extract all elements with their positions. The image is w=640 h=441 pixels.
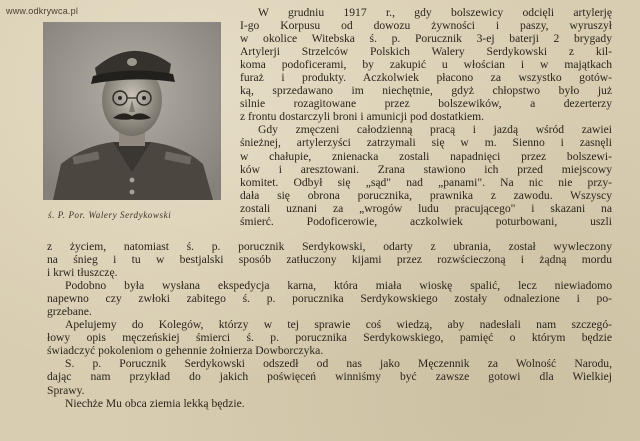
text-line: Sprawy. xyxy=(47,383,85,397)
text-line: grzebane. xyxy=(47,305,92,319)
text-line: S. p. Porucznik Serdykowski odszedł od nas jako Męczennik za Wolność Narodu, xyxy=(65,357,612,371)
right-column-text xyxy=(240,6,612,228)
portrait-photo xyxy=(43,22,221,200)
text-line: śnieżnej, artylerzyści zatrzymali się w m. Sienno i zasnęli xyxy=(240,136,612,150)
text-line: dała się obrona porucznika, prawnika z zawodu. Wszyscy xyxy=(240,188,612,202)
text-line: dając nam przykład do jakich poświęceń winniśmy być zawsze gotowi dla Wielkiej xyxy=(47,370,612,384)
text-line: i krwi tłuszczę. xyxy=(47,266,118,280)
full-width-text xyxy=(47,240,612,410)
text-line: na śnieg i tu w bestjalski sposób zatłuczony kijami przez rozwścieczoną i żądną mordu xyxy=(47,253,612,267)
text-line: furaż i produkty. Aczkolwiek płacono za wszystko gotów- xyxy=(240,71,612,85)
text-line: Artylerji Strzelców Polskich Walery Serdykowski z kil- xyxy=(240,45,612,59)
portrait-icon xyxy=(43,22,221,200)
text-line: napewno czy zwłoki zabitego ś. p. porucznika Serdykowskiego zostały odnalezione i po- xyxy=(47,292,612,306)
text-line: świadczyć pokoleniom o gehennie żołnierza Dowborczyka. xyxy=(47,344,324,358)
text-line: Apelujemy do Kolegów, którzy w tej sprawie coś wiedzą, aby nadesłali nam szczegó- xyxy=(65,318,612,332)
text-line: z frontu dostarczyli broni i amunicji pod dostatkiem. xyxy=(240,110,485,124)
text-line: w chałupie, znienacka zostali napadnięci przez bolszewi- xyxy=(240,149,612,163)
text-line: łowy opis męczeńskiej śmierci ś. p. porucznika Serdykowskiego, pamięć o którym będzie xyxy=(47,331,612,345)
watermark-url: www.odkrywca.pl xyxy=(6,6,79,16)
text-line: Niechże Mu obca ziemia lekką będzie. xyxy=(65,396,245,410)
photo-caption: ś. P. Por. Walery Serdykowski xyxy=(48,210,172,220)
text-line: w okolice Witebska ś. p. Porucznik 3-ej baterji 2 brygady xyxy=(240,32,612,46)
text-line: śmierć. Podoficerowie, aczkolwiek poturbowani, uszli xyxy=(240,214,612,228)
text-line: zostali uznani za „wrogów ludu pracującego" i skazani na xyxy=(240,201,612,215)
text-line: Gdy zmęczeni całodzienną pracą i jazdą wśród zawiei xyxy=(258,123,612,137)
text-line: komitet. Odbył się „sąd" nad „panami". Na nic nie przy- xyxy=(240,175,612,189)
text-line: silnie rozagitowane przez bolszewików, a dezerterzy xyxy=(240,97,612,111)
text-line: ków i aresztowani. Zrana stawiono ich przed miejscowy xyxy=(240,162,612,176)
text-line: koma podoficerami, by zakupić u włościan i w majątkach xyxy=(240,58,612,72)
text-line: ką, sprzedawano im niechętnie, gdyż chłopstwo było już xyxy=(240,84,612,98)
text-line: z życiem, natomiast ś. p. porucznik Serdykowski, odarty z ubrania, został wywleczony xyxy=(47,240,612,253)
text-line: W grudniu 1917 r., gdy bolszewicy odcięli artylerję xyxy=(258,6,612,19)
text-line: Podobno była wysłana ekspedycja karna, która miała wioskę spalić, lecz niewiadomo xyxy=(65,279,612,293)
text-line: I-go Korpusu od dowozu żywności i paszy, wyruszył xyxy=(240,19,612,33)
